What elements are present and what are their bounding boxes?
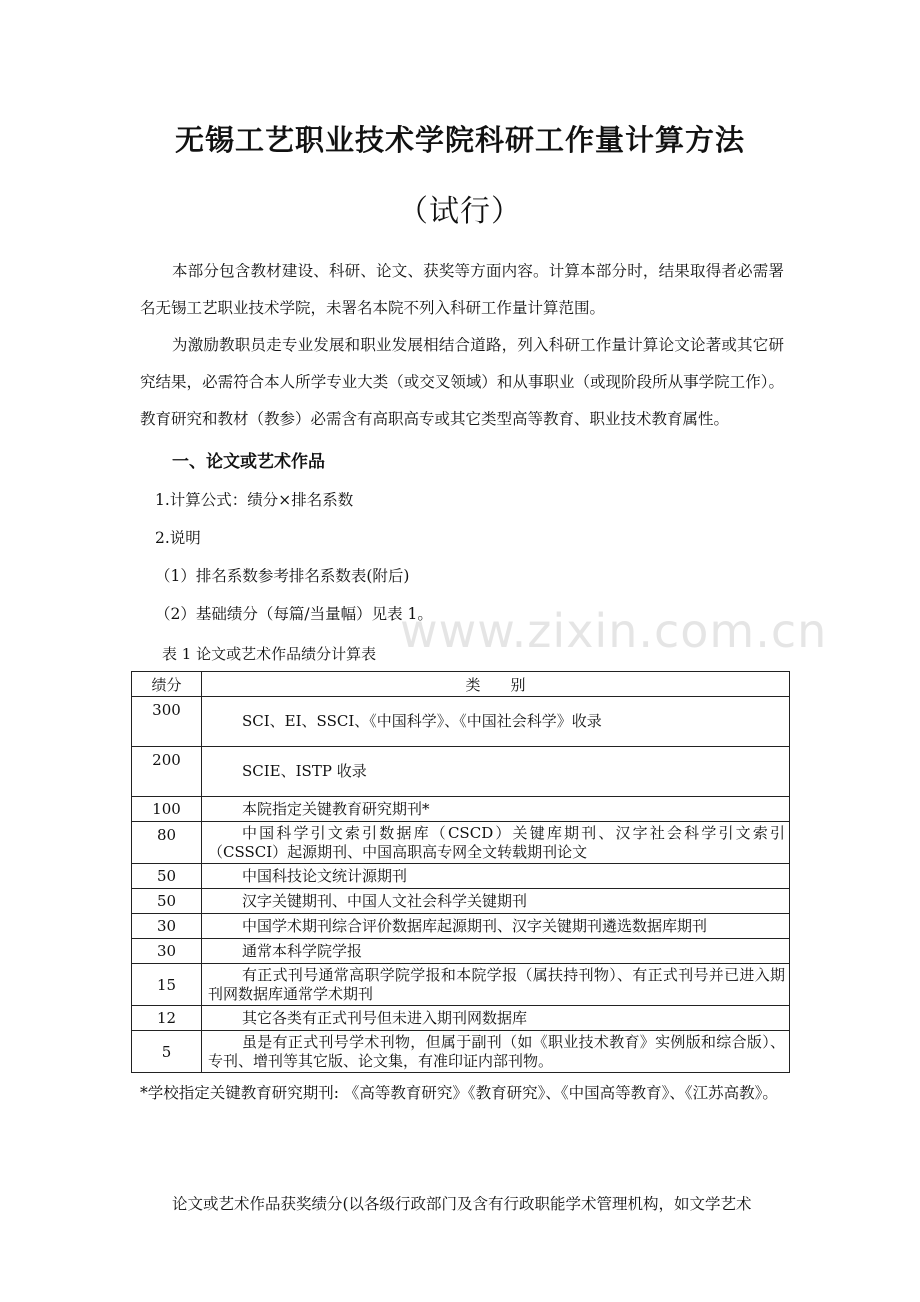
category-text: 有正式刊号通常高职学院学报和本院学报（属扶持刊物）、有正式刊号并已进入期刊网数据库通常学术期刊	[208, 965, 785, 1003]
score-cell: 50	[132, 889, 202, 914]
category-text: 汉字关键期刊、中国人文社会科学关键期刊	[242, 891, 528, 910]
score-cell: 12	[132, 1006, 202, 1031]
category-cell	[202, 697, 790, 747]
category-cell	[202, 1031, 790, 1073]
table-row	[132, 1006, 790, 1031]
header-score: 绩分	[132, 672, 202, 697]
score-cell: 50	[132, 864, 202, 889]
table-row	[132, 864, 790, 889]
table-header-row	[132, 672, 790, 697]
score-cell: 100	[132, 797, 202, 822]
document-subtitle: （试行）	[398, 194, 522, 229]
category-cell	[202, 889, 790, 914]
award-paragraph: 论文或艺术作品获奖绩分(以各级行政部门及含有行政职能学术管理机构，如文学艺术	[172, 1195, 752, 1213]
table-row	[132, 822, 790, 864]
score-cell: 30	[132, 939, 202, 964]
table-row	[132, 697, 790, 747]
score-cell: 30	[132, 914, 202, 939]
category-text: 通常本科学院学报	[242, 941, 363, 960]
table-row	[132, 964, 790, 1006]
section-heading: 一、论文或艺术作品	[172, 452, 325, 472]
category-text: 本院指定关键教育研究期刊*	[242, 799, 430, 818]
watermark: www.zixin.com.cn	[400, 604, 828, 658]
formula-line: 1.计算公式：绩分×排名系数	[155, 491, 354, 509]
table-row	[132, 889, 790, 914]
category-cell	[202, 914, 790, 939]
table-row	[132, 797, 790, 822]
note-item-2: （2）基础绩分（每篇/当量幅）见表 1。	[155, 605, 433, 623]
category-text: 虽是有正式刊号学术刊物，但属于副刊（如《职业技术教育》实例版和综合版）、专刊、增刊等其它版、论文集，有准印证内部刊物。	[208, 1032, 785, 1070]
footnote: *学校指定关键教育研究期刊: 《高等教育研究》《教育研究》、《中国高等教育》、《江苏高教》。	[140, 1084, 778, 1102]
table-caption: 表 1 论文或艺术作品绩分计算表	[162, 645, 377, 663]
category-cell	[202, 1006, 790, 1031]
table-row	[132, 1031, 790, 1073]
intro-paragraph-1: 本部分包含教材建设、科研、论文、获奖等方面内容。计算本部分时，结果取得者必需署名无锡工艺职业技术学院，未署名本院不列入科研工作量计算范围。	[140, 262, 784, 317]
score-cell: 300	[132, 697, 202, 747]
category-text: SCIE、ISTP 收录	[242, 762, 367, 780]
category-text: 中国学术期刊综合评价数据库起源期刊、汉字关键期刊遴选数据库期刊	[242, 916, 708, 935]
category-text: 中国科学引文索引数据库（CSCD）关键库期刊、汉字社会科学引文索引（CSSCI）起源期刊、中国高职高专网全文转载期刊论文	[208, 823, 785, 861]
header-category: 类别	[202, 672, 790, 697]
score-cell: 200	[132, 747, 202, 797]
note-item-1: （1）排名系数参考排名系数表(附后)	[155, 567, 410, 585]
table-row	[132, 914, 790, 939]
score-cell: 5	[132, 1031, 202, 1073]
category-cell	[202, 864, 790, 889]
score-table	[131, 671, 790, 1073]
table-row	[132, 939, 790, 964]
category-cell	[202, 747, 790, 797]
category-cell	[202, 797, 790, 822]
note-label: 2.说明	[155, 529, 201, 547]
category-cell	[202, 822, 790, 864]
score-cell: 80	[132, 822, 202, 864]
category-cell	[202, 964, 790, 1006]
intro-paragraph-2: 为激励教职员走专业发展和职业发展相结合道路，列入科研工作量计算论文论著或其它研究结果，必需符合本人所学专业大类（或交叉领域）和从事职业（或现阶段所从事学院工作）。教育研究和教材（教参）必需含有高职高专或其它类型高等教育、职业技术教育属性。	[140, 336, 784, 428]
category-text: 其它各类有正式刊号但未进入期刊网数据库	[242, 1008, 528, 1027]
score-cell: 15	[132, 964, 202, 1006]
category-text: SCI、EI、SSCI、《中国科学》、《中国社会科学》收录	[242, 712, 602, 730]
document-title: 无锡工艺职业技术学院科研工作量计算方法	[174, 123, 745, 157]
category-text: 中国科技论文统计源期刊	[242, 866, 408, 885]
table-row	[132, 747, 790, 797]
category-cell	[202, 939, 790, 964]
